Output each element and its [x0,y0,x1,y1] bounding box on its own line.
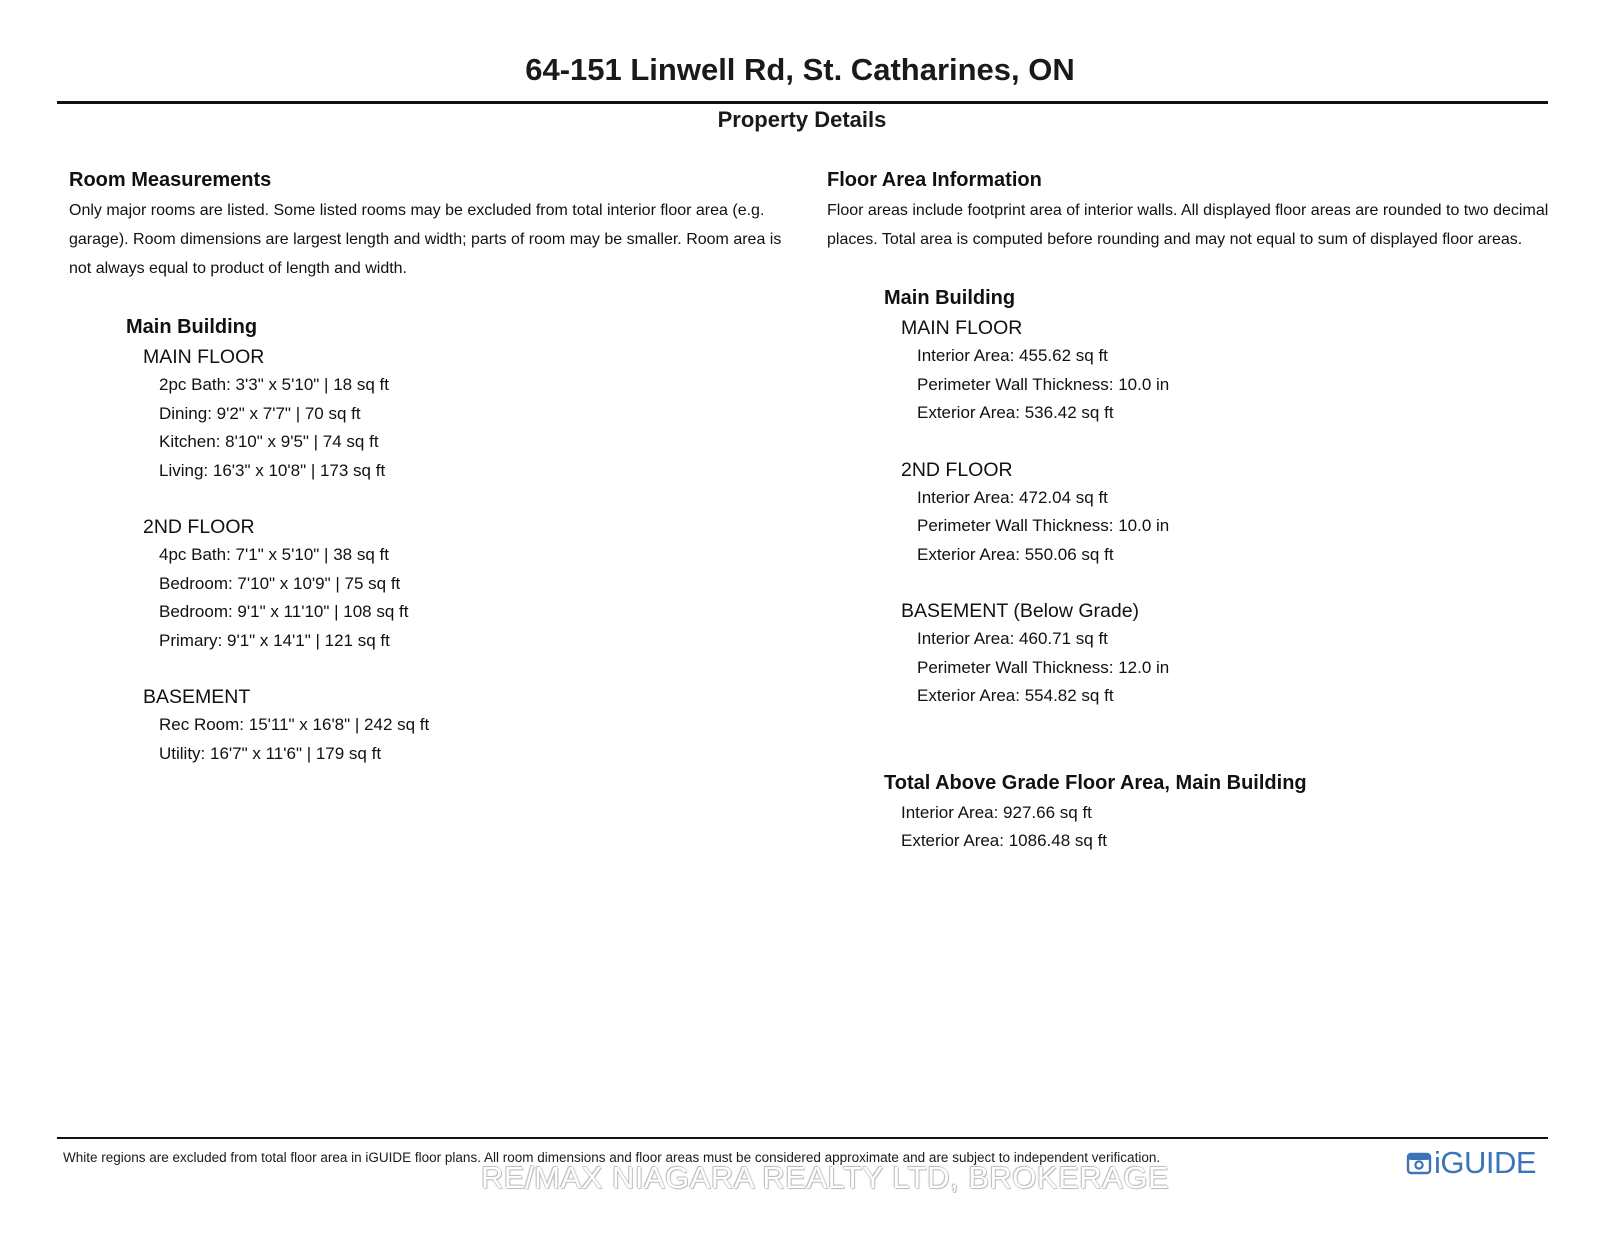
area-floor-basement [901,597,1567,711]
iguide-logo-text: iGUIDE [1434,1145,1537,1180]
total-area-heading: Total Above Grade Floor Area, Main Building [884,771,1307,794]
area-floor-2nd [901,456,1567,570]
page-title: 64-151 Linwell Rd, St. Catharines, ON [525,52,1075,87]
total-area-item: Interior Area: 927.66 sq ft [901,802,1092,822]
footer-disclaimer: White regions are excluded from total floor area in iGUIDE floor plans. All room dimensions and floor areas must be considered approximate and are subject to independent verification. [63,1150,1161,1165]
total-area-group [884,767,1567,856]
title-divider [57,101,1548,104]
room-building-name: Main Building [126,316,258,338]
floor-name: 2ND FLOOR [901,458,1013,481]
area-item: Interior Area: 472.04 sq ft [917,487,1108,507]
area-item: Interior Area: 460.71 sq ft [917,629,1108,648]
area-item: Exterior Area: 536.42 sq ft [917,403,1114,422]
floor-name: MAIN FLOOR [143,346,265,368]
room-item: Rec Room: 15'11" x 16'8" | 242 sq ft [159,715,430,734]
room-floor-2nd [143,513,789,655]
room-item: 2pc Bath: 3'3" x 5'10" | 18 sq ft [159,375,389,394]
area-item: Exterior Area: 554.82 sq ft [917,686,1114,705]
area-item: Perimeter Wall Thickness: 10.0 in [917,516,1170,535]
room-item: Bedroom: 9'1" x 11'10" | 108 sq ft [159,602,409,621]
room-item: Kitchen: 8'10" x 9'5" | 74 sq ft [159,432,379,451]
brokerage-watermark: RE/MAX NIAGARA REALTY LTD, BROKERAGE [481,1160,1170,1195]
room-floor-main [143,343,789,485]
floor-name: 2ND FLOOR [143,516,255,538]
room-item: Bedroom: 7'10" x 10'9" | 75 sq ft [159,573,401,593]
room-measurements-heading: Room Measurements [69,169,272,191]
page-subtitle: Property Details [717,107,887,132]
room-item: Primary: 9'1" x 14'1" | 121 sq ft [159,630,390,650]
room-building-group [126,311,789,768]
area-building-name: Main Building [884,287,1016,309]
floor-area-heading: Floor Area Information [827,169,1042,191]
room-item: Utility: 16'7" x 11'6" | 179 sq ft [159,743,382,763]
room-item: Living: 16'3" x 10'8" | 173 sq ft [159,460,386,480]
area-item: Perimeter Wall Thickness: 12.0 in [917,657,1170,677]
area-item: Exterior Area: 550.06 sq ft [917,544,1114,564]
area-building-group [884,282,1567,856]
room-item: Dining: 9'2" x 7'7" | 70 sq ft [159,403,361,423]
room-measurements-description: Only major rooms are listed. Some listed rooms may be excluded from total interior floor area (e.g. garage). Room dimensions are largest length and width; parts of room may be smaller. Room area is not always equal to product of length and width. [69,202,782,277]
floor-name: BASEMENT (Below Grade) [901,600,1140,622]
area-floor-main [901,314,1567,428]
floor-name: MAIN FLOOR [901,317,1023,339]
floor-name: BASEMENT [143,686,251,708]
floor-area-section [827,164,1567,856]
area-item: Perimeter Wall Thickness: 10.0 in [917,374,1170,394]
floor-area-description: Floor areas include footprint area of interior walls. All displayed floor areas are rounded to two decimal places. Total area is computed before rounding and may not equal to sum of displayed floor areas. [827,202,1549,248]
iguide-logo [1406,1147,1536,1179]
footer-divider [57,1137,1548,1139]
room-item: 4pc Bath: 7'1" x 5'10" | 38 sq ft [159,545,389,564]
room-floor-basement [143,683,789,768]
room-measurements-section [69,164,789,768]
area-item: Interior Area: 455.62 sq ft [917,346,1108,365]
total-area-item: Exterior Area: 1086.48 sq ft [901,831,1108,850]
iguide-camera-icon [1406,1150,1432,1176]
